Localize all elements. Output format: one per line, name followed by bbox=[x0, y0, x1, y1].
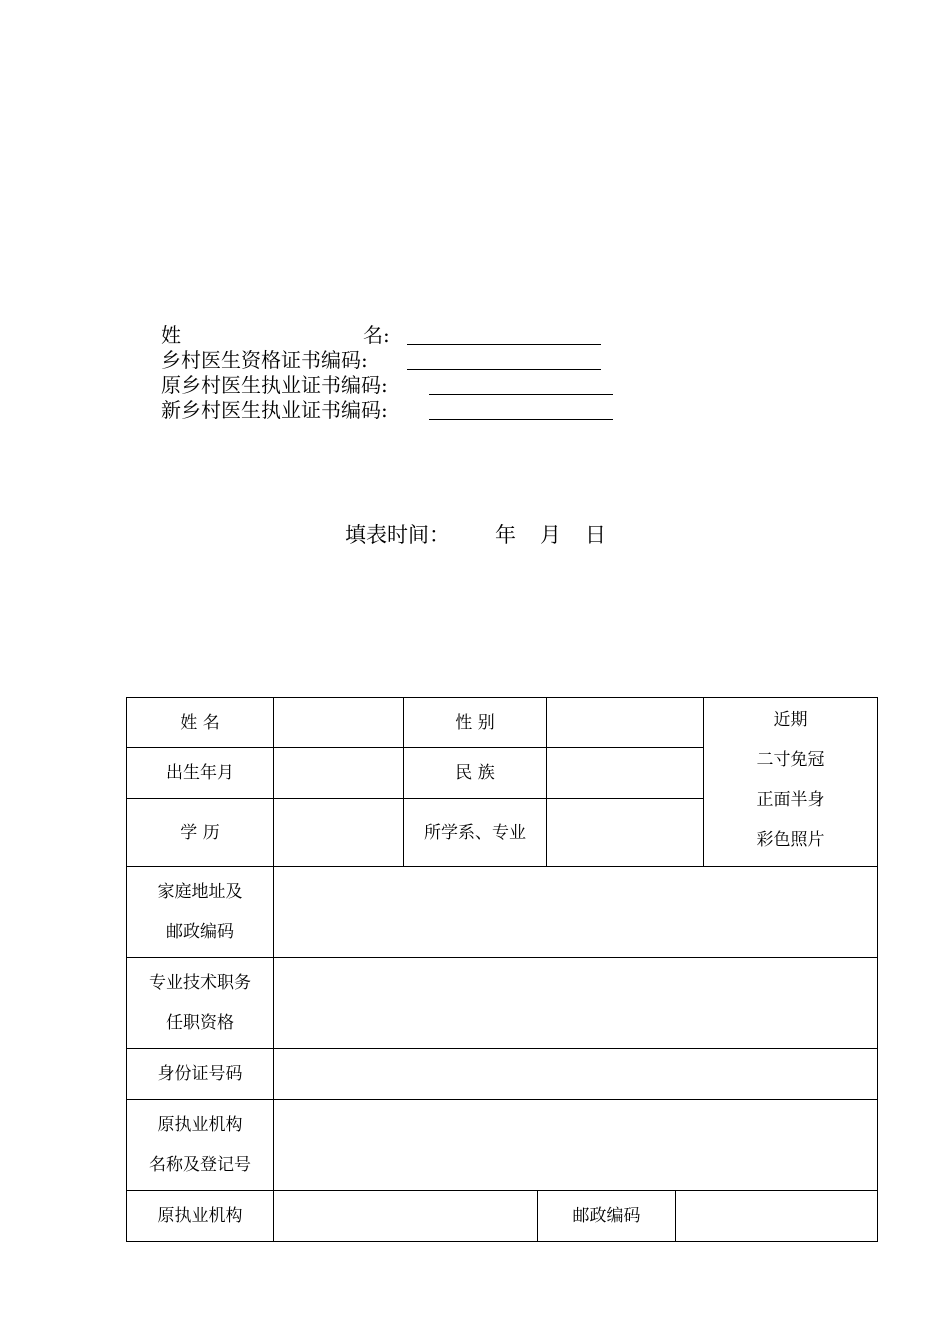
name-field bbox=[161, 323, 621, 347]
address-cell-label bbox=[127, 867, 274, 958]
photo-line-3: 正面半身 bbox=[756, 790, 825, 810]
photo-cell[interactable] bbox=[704, 698, 878, 867]
fill-date-day: 日 bbox=[585, 523, 606, 547]
photo-line-1: 近期 bbox=[773, 710, 808, 730]
registration-table bbox=[126, 697, 878, 1242]
title-cell-label bbox=[127, 958, 274, 1049]
birth-cell-label: 出生年月 bbox=[127, 748, 274, 799]
id-cell-label: 身份证号码 bbox=[127, 1049, 274, 1100]
postcode-input-cell[interactable] bbox=[676, 1191, 878, 1242]
qualification-cert-field bbox=[161, 348, 621, 372]
fill-date-month: 月 bbox=[540, 523, 561, 547]
name-blank-line[interactable] bbox=[407, 344, 601, 345]
education-cell-label: 学 历 bbox=[127, 799, 274, 867]
id-input-cell[interactable] bbox=[274, 1049, 878, 1100]
org-name-label-line-2: 名称及登记号 bbox=[149, 1155, 251, 1175]
title-input-cell[interactable] bbox=[274, 958, 878, 1049]
old-license-blank-line[interactable] bbox=[429, 394, 613, 395]
title-label-line-2: 任职资格 bbox=[166, 1013, 234, 1033]
org-name-cell-label bbox=[127, 1100, 274, 1191]
fill-date-label: 填表时间： bbox=[345, 523, 450, 547]
name-label-second: 名: bbox=[363, 323, 390, 347]
title-label-line-1: 专业技术职务 bbox=[149, 973, 251, 993]
education-input-cell[interactable] bbox=[274, 799, 404, 867]
org-cell-label: 原执业机构 bbox=[127, 1191, 274, 1242]
old-license-field bbox=[161, 373, 621, 397]
org-input-cell[interactable] bbox=[274, 1191, 538, 1242]
ethnicity-input-cell[interactable] bbox=[547, 748, 704, 799]
address-label-line-1: 家庭地址及 bbox=[157, 882, 243, 902]
birth-input-cell[interactable] bbox=[274, 748, 404, 799]
old-license-label: 原乡村医生执业证书编码: bbox=[161, 373, 388, 397]
major-input-cell[interactable] bbox=[547, 799, 704, 867]
ethnicity-cell-label: 民 族 bbox=[404, 748, 547, 799]
new-license-blank-line[interactable] bbox=[429, 419, 613, 420]
name-cell-label: 姓 名 bbox=[127, 698, 274, 748]
photo-line-2: 二寸免冠 bbox=[756, 750, 825, 770]
address-label-line-2: 邮政编码 bbox=[166, 922, 234, 942]
qualification-cert-label: 乡村医生资格证书编码: bbox=[161, 348, 368, 372]
gender-cell-label: 性 别 bbox=[404, 698, 547, 748]
org-name-input-cell[interactable] bbox=[274, 1100, 878, 1191]
address-input-cell[interactable] bbox=[274, 867, 878, 958]
postcode-cell-label: 邮政编码 bbox=[538, 1191, 676, 1242]
qualification-cert-blank-line[interactable] bbox=[407, 369, 601, 370]
name-label-first: 姓 bbox=[161, 323, 181, 347]
new-license-field bbox=[161, 398, 621, 422]
photo-line-4: 彩色照片 bbox=[756, 830, 825, 850]
major-cell-label: 所学系、专业 bbox=[404, 799, 547, 867]
new-license-label: 新乡村医生执业证书编码: bbox=[161, 398, 388, 422]
org-name-label-line-1: 原执业机构 bbox=[157, 1115, 243, 1135]
name-input-cell[interactable] bbox=[274, 698, 404, 748]
gender-input-cell[interactable] bbox=[547, 698, 704, 748]
fill-date-year: 年 bbox=[495, 523, 516, 547]
